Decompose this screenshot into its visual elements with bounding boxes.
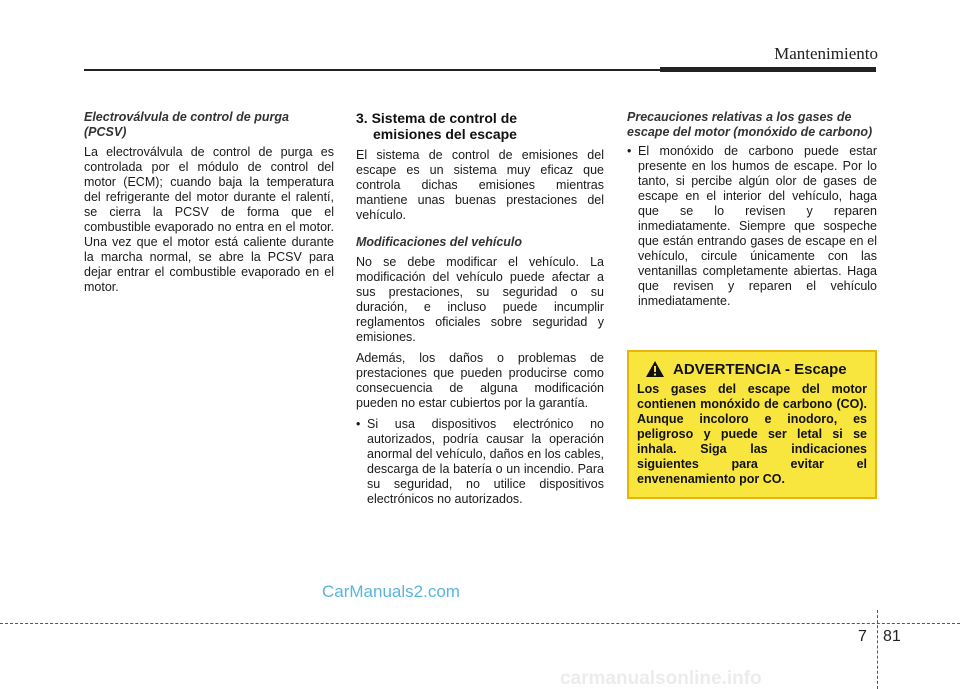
chapter-number: 7	[858, 628, 867, 645]
warranty-paragraph: Además, los daños o problemas de prestaciones que pueden producirse como consecuencia de alguna modificación pueden no estar cubiertos por la garantía.	[356, 351, 604, 410]
page-header-title: Mantenimiento	[774, 44, 878, 63]
warning-header	[637, 360, 867, 378]
column-left	[84, 110, 334, 301]
header-rule	[84, 69, 660, 71]
warning-title: ADVERTENCIA - Escape	[673, 360, 847, 378]
warning-text: Los gases del escape del motor contienen monóxido de carbono (CO). Aunque incoloro e inodoro, es peligroso y puede ser letal si se inhala. Siga las indicaciones siguientes para evitar el envenenamiento por CO.	[637, 382, 867, 486]
section-title-line1: 3. Sistema de control de	[356, 110, 518, 126]
page-number: 81	[883, 628, 901, 645]
footer-rule	[0, 623, 960, 624]
section-title	[356, 110, 604, 142]
modifications-subheading: Modificaciones del vehículo	[356, 235, 523, 249]
exhaust-precautions-subheading: Precauciones relativas a los gases de escape del motor (monóxido de carbono)	[627, 110, 873, 139]
column-middle	[356, 110, 604, 513]
carbon-monoxide-bullet: • El monóxido de carbono puede estar presente en los humos de escape. Por lo tanto, si percibe algún olor de gases de escape en el interior del vehículo, haga que se lo revisen y reparen inmediatamente. Siempre que sospeche que están entrando gases de escape en el vehículo, circule únicamente con las ventanillas completamente abiertas. Haga que revisen y reparen el vehículo inmediatamente.	[627, 144, 877, 309]
emissions-intro-paragraph: El sistema de control de emisiones del escape es un sistema muy eficaz que controla dichas emisiones mientras mantiene unas buenas prestaciones del vehículo.	[356, 148, 604, 222]
warning-triangle-icon	[645, 360, 665, 378]
warning-box	[627, 350, 877, 499]
electronic-devices-bullet: • Si usa dispositivos electrónico no autorizados, podría causar la operación anormal del vehículo, daños en los cables, descarga de la batería o un incendio. Para su seguridad, no utilice dispositivos electrónicos no autorizados.	[356, 417, 604, 507]
site-watermark: CarManuals2.com	[322, 582, 460, 601]
footer-watermark: carmanualsonline.info	[560, 668, 762, 689]
header-rule-accent	[660, 67, 876, 72]
section-title-line2: emisiones del escape	[373, 126, 517, 142]
modifications-paragraph: No se debe modificar el vehículo. La modificación del vehículo puede afectar a sus prestaciones, su seguridad o su duración, e incluso puede incumplir reglamentos oficiales sobre seguridad y emisiones.	[356, 255, 604, 344]
column-right	[627, 110, 877, 315]
footer-divider	[877, 610, 878, 689]
pcsv-paragraph: La electroválvula de control de purga es controlada por el módulo de control del motor (ECM); cuando baja la temperatura del refrigerante del motor durante el ralentí, se cierra la PCSV de forma que el combustible evaporado no entra en el motor. Una vez que el motor está caliente durante la marcha normal, se abre la PCSV para dejar entrar el combustible evaporado en el motor.	[84, 145, 334, 294]
pcsv-subheading: Electroválvula de control de purga (PCSV)	[84, 110, 289, 139]
